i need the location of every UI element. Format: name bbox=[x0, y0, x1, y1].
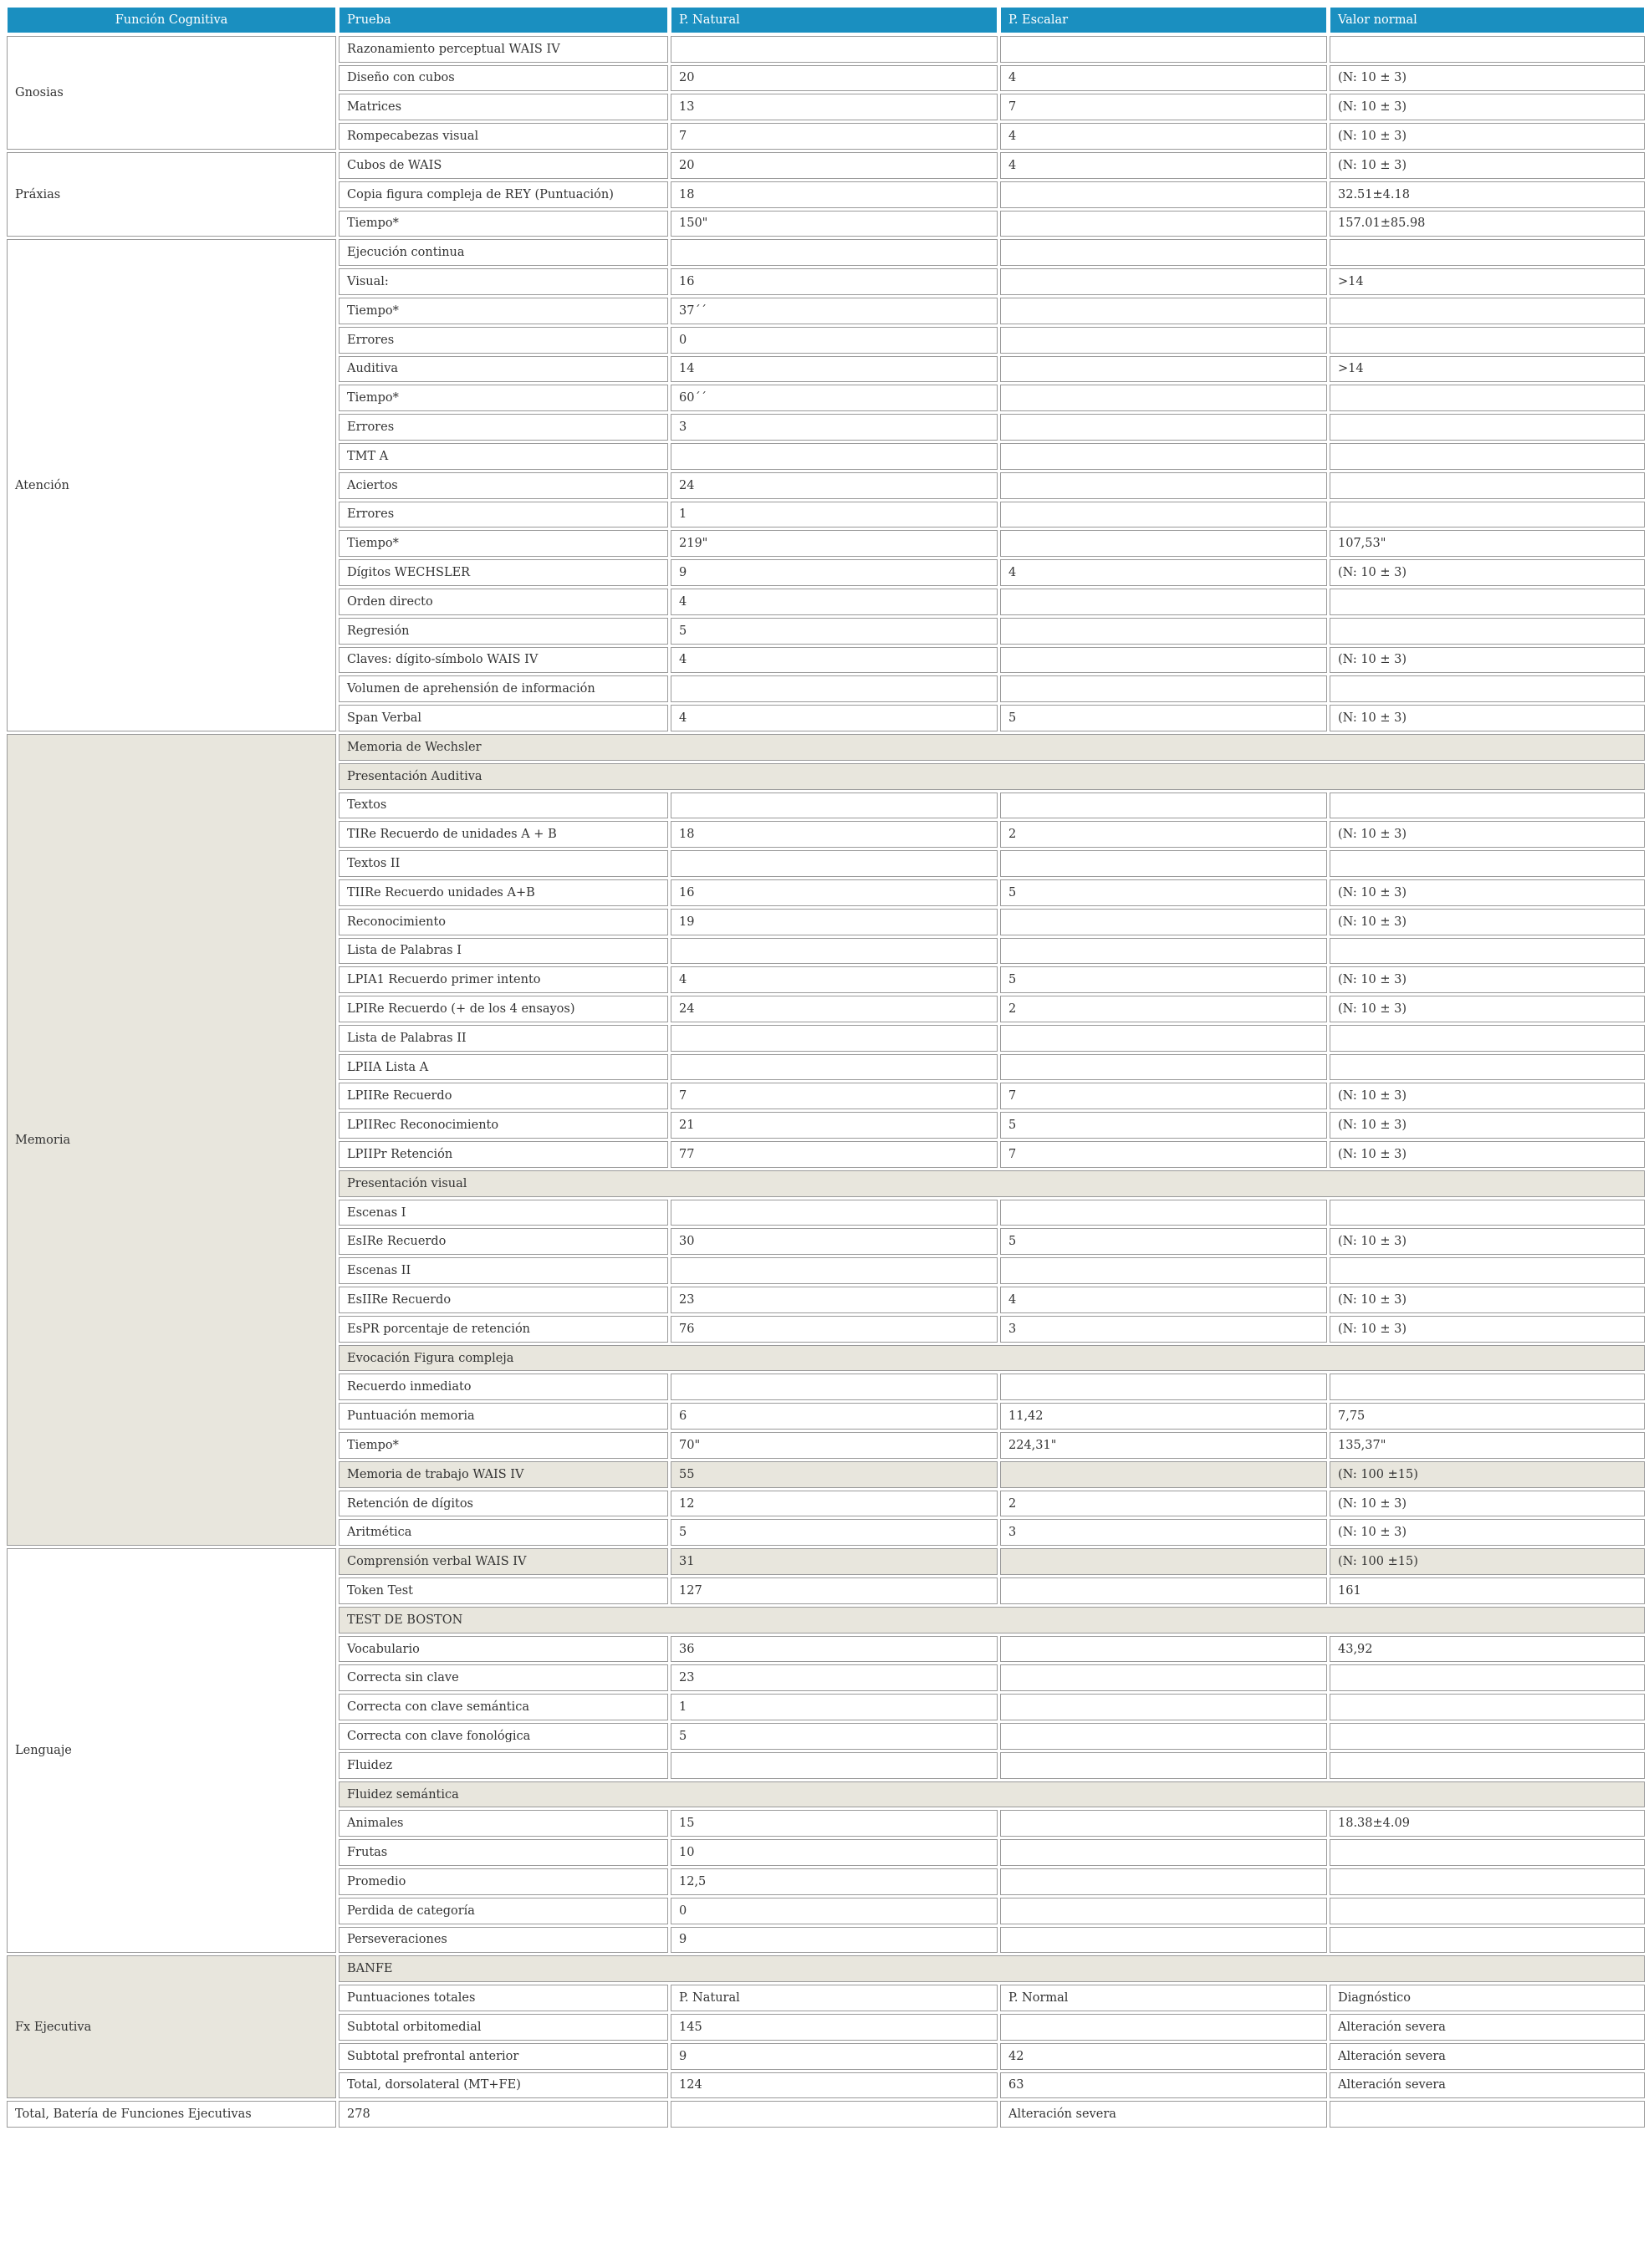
header-p-escalar: P. Escalar bbox=[1000, 7, 1327, 33]
test-name-cell: Tiempo* bbox=[339, 1432, 668, 1459]
total-cell bbox=[1330, 2101, 1645, 2128]
natural-score-cell: 150" bbox=[671, 211, 998, 237]
normal-value-cell: 7,75 bbox=[1330, 1403, 1645, 1430]
natural-score-cell: 21 bbox=[671, 1112, 998, 1139]
section-header-cell: TEST DE BOSTON bbox=[339, 1607, 1645, 1633]
section-header-cell: Fluidez semántica bbox=[339, 1781, 1645, 1808]
scaled-score-cell bbox=[1000, 850, 1327, 877]
total-cell: 278 bbox=[339, 2101, 668, 2128]
scaled-score-cell bbox=[1000, 268, 1327, 295]
scaled-score-cell bbox=[1000, 1664, 1327, 1691]
scaled-score-cell bbox=[1000, 1054, 1327, 1081]
scaled-score-cell bbox=[1000, 472, 1327, 499]
normal-value-cell bbox=[1330, 1752, 1645, 1779]
normal-value-cell bbox=[1330, 36, 1645, 63]
scaled-score-cell: 2 bbox=[1000, 1491, 1327, 1517]
table-row bbox=[7, 239, 1645, 266]
natural-score-cell: 7 bbox=[671, 123, 998, 150]
normal-value-cell bbox=[1330, 1054, 1645, 1081]
scaled-score-cell bbox=[1000, 1025, 1327, 1052]
normal-value-cell: (N: 10 ± 3) bbox=[1330, 1141, 1645, 1168]
natural-score-cell: 70" bbox=[671, 1432, 998, 1459]
test-name-cell: Perseveraciones bbox=[339, 1927, 668, 1954]
test-name-cell: Diseño con cubos bbox=[339, 65, 668, 92]
table-row bbox=[7, 36, 1645, 63]
scaled-score-cell bbox=[1000, 298, 1327, 324]
test-name-cell: Correcta con clave fonológica bbox=[339, 1723, 668, 1750]
scaled-score-cell bbox=[1000, 327, 1327, 354]
normal-value-cell bbox=[1330, 414, 1645, 441]
natural-score-cell: 55 bbox=[671, 1461, 998, 1488]
normal-value-cell bbox=[1330, 589, 1645, 615]
normal-value-cell bbox=[1330, 385, 1645, 411]
normal-value-cell: (N: 10 ± 3) bbox=[1330, 1228, 1645, 1255]
test-name-cell: Claves: dígito-símbolo WAIS IV bbox=[339, 647, 668, 674]
normal-value-cell: (N: 10 ± 3) bbox=[1330, 966, 1645, 993]
natural-score-cell bbox=[671, 1054, 998, 1081]
test-name-cell: LPIIA Lista A bbox=[339, 1054, 668, 1081]
results-table bbox=[4, 4, 1647, 2130]
natural-score-cell: 4 bbox=[671, 705, 998, 731]
total-cell: Alteración severa bbox=[1000, 2101, 1327, 2128]
normal-value-cell: 107,53" bbox=[1330, 530, 1645, 557]
cognitive-function-cell: Gnosias bbox=[7, 36, 336, 150]
test-name-cell: Subtotal orbitomedial bbox=[339, 2014, 668, 2041]
scaled-score-cell bbox=[1000, 1839, 1327, 1866]
scaled-score-cell bbox=[1000, 675, 1327, 702]
normal-value-cell: (N: 10 ± 3) bbox=[1330, 559, 1645, 586]
natural-score-cell: 76 bbox=[671, 1316, 998, 1343]
scaled-score-cell bbox=[1000, 530, 1327, 557]
test-name-cell: LPIA1 Recuerdo primer intento bbox=[339, 966, 668, 993]
normal-value-cell bbox=[1330, 1374, 1645, 1400]
scaled-score-cell bbox=[1000, 385, 1327, 411]
natural-score-cell: 0 bbox=[671, 1898, 998, 1924]
normal-value-cell bbox=[1330, 1839, 1645, 1866]
natural-score-cell: 9 bbox=[671, 2043, 998, 2070]
section-header-cell: Evocación Figura compleja bbox=[339, 1345, 1645, 1372]
scaled-score-cell bbox=[1000, 1548, 1327, 1575]
natural-score-cell: 12,5 bbox=[671, 1868, 998, 1895]
natural-score-cell bbox=[671, 850, 998, 877]
scaled-score-cell bbox=[1000, 239, 1327, 266]
test-name-cell: Ejecución continua bbox=[339, 239, 668, 266]
normal-value-cell: (N: 10 ± 3) bbox=[1330, 1519, 1645, 1546]
natural-score-cell bbox=[671, 1257, 998, 1284]
test-name-cell: Errores bbox=[339, 414, 668, 441]
test-name-cell: Perdida de categoría bbox=[339, 1898, 668, 1924]
table-row bbox=[7, 1955, 1645, 1982]
test-name-cell: Fluidez bbox=[339, 1752, 668, 1779]
test-name-cell: Correcta sin clave bbox=[339, 1664, 668, 1691]
natural-score-cell: 145 bbox=[671, 2014, 998, 2041]
scaled-score-cell bbox=[1000, 1868, 1327, 1895]
natural-score-cell bbox=[671, 36, 998, 63]
natural-score-cell: 23 bbox=[671, 1664, 998, 1691]
section-header-cell: Memoria de Wechsler bbox=[339, 734, 1645, 761]
section-header-cell: BANFE bbox=[339, 1955, 1645, 1982]
scaled-score-cell: 5 bbox=[1000, 705, 1327, 731]
natural-score-cell: 18 bbox=[671, 181, 998, 208]
test-name-cell: Matrices bbox=[339, 94, 668, 120]
test-name-cell: Orden directo bbox=[339, 589, 668, 615]
test-name-cell: Puntuaciones totales bbox=[339, 1985, 668, 2011]
scaled-score-cell bbox=[1000, 181, 1327, 208]
normal-value-cell bbox=[1330, 850, 1645, 877]
scaled-score-cell: 4 bbox=[1000, 123, 1327, 150]
table-row bbox=[7, 734, 1645, 761]
total-row bbox=[7, 2101, 1645, 2128]
test-name-cell: Span Verbal bbox=[339, 705, 668, 731]
normal-value-cell: (N: 100 ±15) bbox=[1330, 1461, 1645, 1488]
test-name-cell: EsIIRe Recuerdo bbox=[339, 1287, 668, 1313]
test-name-cell: Razonamiento perceptual WAIS IV bbox=[339, 36, 668, 63]
normal-value-cell bbox=[1330, 1257, 1645, 1284]
scaled-score-cell bbox=[1000, 938, 1327, 965]
normal-value-cell: 18.38±4.09 bbox=[1330, 1810, 1645, 1837]
normal-value-cell bbox=[1330, 1723, 1645, 1750]
natural-score-cell: 16 bbox=[671, 268, 998, 295]
test-name-cell: Comprensión verbal WAIS IV bbox=[339, 1548, 668, 1575]
normal-value-cell: (N: 10 ± 3) bbox=[1330, 94, 1645, 120]
normal-value-cell bbox=[1330, 1927, 1645, 1954]
normal-value-cell bbox=[1330, 1200, 1645, 1226]
section-header-cell: Presentación visual bbox=[339, 1170, 1645, 1197]
normal-value-cell: Alteración severa bbox=[1330, 2043, 1645, 2070]
normal-value-cell: (N: 10 ± 3) bbox=[1330, 1083, 1645, 1109]
normal-value-cell: Alteración severa bbox=[1330, 2014, 1645, 2041]
natural-score-cell: 16 bbox=[671, 879, 998, 906]
test-name-cell: Correcta con clave semántica bbox=[339, 1694, 668, 1720]
table-row bbox=[7, 1548, 1645, 1575]
test-name-cell: Tiempo* bbox=[339, 298, 668, 324]
test-name-cell: Errores bbox=[339, 327, 668, 354]
scaled-score-cell bbox=[1000, 793, 1327, 819]
scaled-score-cell: 4 bbox=[1000, 65, 1327, 92]
test-name-cell: LPIIRec Reconocimiento bbox=[339, 1112, 668, 1139]
scaled-score-cell bbox=[1000, 1636, 1327, 1663]
scaled-score-cell bbox=[1000, 589, 1327, 615]
cognitive-function-cell: Memoria bbox=[7, 734, 336, 1546]
normal-value-cell bbox=[1330, 618, 1645, 645]
test-name-cell: Total, dorsolateral (MT+FE) bbox=[339, 2072, 668, 2099]
test-name-cell: Auditiva bbox=[339, 356, 668, 383]
scaled-score-cell: 4 bbox=[1000, 559, 1327, 586]
header-funcion-cognitiva: Función Cognitiva bbox=[7, 7, 336, 33]
natural-score-cell: P. Natural bbox=[671, 1985, 998, 2011]
test-name-cell: TIIRe Recuerdo unidades A+B bbox=[339, 879, 668, 906]
test-name-cell: EsPR porcentaje de retención bbox=[339, 1316, 668, 1343]
test-name-cell: Retención de dígitos bbox=[339, 1491, 668, 1517]
natural-score-cell: 18 bbox=[671, 821, 998, 848]
test-name-cell: Lista de Palabras I bbox=[339, 938, 668, 965]
scaled-score-cell: 5 bbox=[1000, 1228, 1327, 1255]
scaled-score-cell: P. Normal bbox=[1000, 1985, 1327, 2011]
test-name-cell: Copia figura compleja de REY (Puntuación) bbox=[339, 181, 668, 208]
test-name-cell: LPIIRe Recuerdo bbox=[339, 1083, 668, 1109]
scaled-score-cell: 7 bbox=[1000, 94, 1327, 120]
natural-score-cell: 9 bbox=[671, 559, 998, 586]
scaled-score-cell: 4 bbox=[1000, 152, 1327, 179]
test-name-cell: Regresión bbox=[339, 618, 668, 645]
test-name-cell: Promedio bbox=[339, 1868, 668, 1895]
natural-score-cell: 15 bbox=[671, 1810, 998, 1837]
table-body bbox=[7, 36, 1645, 2128]
natural-score-cell bbox=[671, 1374, 998, 1400]
scaled-score-cell bbox=[1000, 502, 1327, 528]
scaled-score-cell bbox=[1000, 36, 1327, 63]
normal-value-cell bbox=[1330, 239, 1645, 266]
scaled-score-cell bbox=[1000, 1374, 1327, 1400]
scaled-score-cell bbox=[1000, 356, 1327, 383]
natural-score-cell: 7 bbox=[671, 1083, 998, 1109]
natural-score-cell: 4 bbox=[671, 589, 998, 615]
natural-score-cell: 24 bbox=[671, 472, 998, 499]
test-name-cell: Cubos de WAIS bbox=[339, 152, 668, 179]
test-name-cell: EsIRe Recuerdo bbox=[339, 1228, 668, 1255]
normal-value-cell: 32.51±4.18 bbox=[1330, 181, 1645, 208]
scaled-score-cell: 2 bbox=[1000, 996, 1327, 1022]
normal-value-cell: (N: 10 ± 3) bbox=[1330, 1491, 1645, 1517]
scaled-score-cell bbox=[1000, 1200, 1327, 1226]
header-prueba: Prueba bbox=[339, 7, 668, 33]
natural-score-cell: 5 bbox=[671, 1519, 998, 1546]
natural-score-cell: 14 bbox=[671, 356, 998, 383]
scaled-score-cell bbox=[1000, 1257, 1327, 1284]
scaled-score-cell: 3 bbox=[1000, 1316, 1327, 1343]
scaled-score-cell bbox=[1000, 1927, 1327, 1954]
normal-value-cell bbox=[1330, 472, 1645, 499]
natural-score-cell: 4 bbox=[671, 647, 998, 674]
natural-score-cell: 20 bbox=[671, 65, 998, 92]
scaled-score-cell: 11,42 bbox=[1000, 1403, 1327, 1430]
normal-value-cell bbox=[1330, 502, 1645, 528]
natural-score-cell: 6 bbox=[671, 1403, 998, 1430]
scaled-score-cell bbox=[1000, 443, 1327, 470]
normal-value-cell: 43,92 bbox=[1330, 1636, 1645, 1663]
natural-score-cell bbox=[671, 675, 998, 702]
test-name-cell: LPIIPr Retención bbox=[339, 1141, 668, 1168]
test-name-cell: Rompecabezas visual bbox=[339, 123, 668, 150]
test-name-cell: Animales bbox=[339, 1810, 668, 1837]
normal-value-cell: (N: 10 ± 3) bbox=[1330, 996, 1645, 1022]
normal-value-cell bbox=[1330, 443, 1645, 470]
test-name-cell: TIRe Recuerdo de unidades A + B bbox=[339, 821, 668, 848]
scaled-score-cell: 5 bbox=[1000, 879, 1327, 906]
natural-score-cell: 10 bbox=[671, 1839, 998, 1866]
natural-score-cell: 3 bbox=[671, 414, 998, 441]
natural-score-cell bbox=[671, 1200, 998, 1226]
scaled-score-cell: 224,31" bbox=[1000, 1432, 1327, 1459]
natural-score-cell: 4 bbox=[671, 966, 998, 993]
natural-score-cell: 77 bbox=[671, 1141, 998, 1168]
scaled-score-cell bbox=[1000, 414, 1327, 441]
natural-score-cell: 5 bbox=[671, 1723, 998, 1750]
normal-value-cell bbox=[1330, 327, 1645, 354]
natural-score-cell: 12 bbox=[671, 1491, 998, 1517]
header-row bbox=[7, 7, 1645, 33]
normal-value-cell: 161 bbox=[1330, 1577, 1645, 1604]
normal-value-cell: (N: 10 ± 3) bbox=[1330, 65, 1645, 92]
header-p-natural: P. Natural bbox=[671, 7, 998, 33]
natural-score-cell bbox=[671, 793, 998, 819]
natural-score-cell: 60´´ bbox=[671, 385, 998, 411]
test-name-cell: Reconocimiento bbox=[339, 909, 668, 935]
natural-score-cell bbox=[671, 1025, 998, 1052]
scaled-score-cell bbox=[1000, 909, 1327, 935]
scaled-score-cell bbox=[1000, 647, 1327, 674]
natural-score-cell: 219" bbox=[671, 530, 998, 557]
normal-value-cell: (N: 10 ± 3) bbox=[1330, 152, 1645, 179]
normal-value-cell bbox=[1330, 298, 1645, 324]
test-name-cell: Tiempo* bbox=[339, 211, 668, 237]
normal-value-cell: (N: 10 ± 3) bbox=[1330, 879, 1645, 906]
scaled-score-cell bbox=[1000, 1723, 1327, 1750]
test-name-cell: Dígitos WECHSLER bbox=[339, 559, 668, 586]
natural-score-cell: 24 bbox=[671, 996, 998, 1022]
section-header-cell: Presentación Auditiva bbox=[339, 763, 1645, 790]
normal-value-cell bbox=[1330, 675, 1645, 702]
scaled-score-cell: 3 bbox=[1000, 1519, 1327, 1546]
natural-score-cell: 5 bbox=[671, 618, 998, 645]
scaled-score-cell bbox=[1000, 1461, 1327, 1488]
natural-score-cell: 36 bbox=[671, 1636, 998, 1663]
test-name-cell: TMT A bbox=[339, 443, 668, 470]
normal-value-cell bbox=[1330, 1868, 1645, 1895]
test-name-cell: Errores bbox=[339, 502, 668, 528]
normal-value-cell: (N: 10 ± 3) bbox=[1330, 123, 1645, 150]
normal-value-cell: (N: 10 ± 3) bbox=[1330, 647, 1645, 674]
normal-value-cell: (N: 10 ± 3) bbox=[1330, 705, 1645, 731]
total-cell bbox=[671, 2101, 998, 2128]
scaled-score-cell: 4 bbox=[1000, 1287, 1327, 1313]
normal-value-cell: 135,37" bbox=[1330, 1432, 1645, 1459]
test-name-cell: Volumen de aprehensión de información bbox=[339, 675, 668, 702]
test-name-cell: Escenas I bbox=[339, 1200, 668, 1226]
scaled-score-cell: 42 bbox=[1000, 2043, 1327, 2070]
natural-score-cell: 31 bbox=[671, 1548, 998, 1575]
natural-score-cell: 9 bbox=[671, 1927, 998, 1954]
normal-value-cell: (N: 10 ± 3) bbox=[1330, 821, 1645, 848]
test-name-cell: Visual: bbox=[339, 268, 668, 295]
test-name-cell: Subtotal prefrontal anterior bbox=[339, 2043, 668, 2070]
scaled-score-cell bbox=[1000, 2014, 1327, 2041]
normal-value-cell bbox=[1330, 1694, 1645, 1720]
test-name-cell: Tiempo* bbox=[339, 385, 668, 411]
natural-score-cell bbox=[671, 1752, 998, 1779]
cognitive-function-cell: Lenguaje bbox=[7, 1548, 336, 1953]
natural-score-cell: 19 bbox=[671, 909, 998, 935]
scaled-score-cell: 7 bbox=[1000, 1083, 1327, 1109]
scaled-score-cell: 5 bbox=[1000, 1112, 1327, 1139]
scaled-score-cell: 7 bbox=[1000, 1141, 1327, 1168]
scaled-score-cell bbox=[1000, 1577, 1327, 1604]
test-name-cell: Puntuación memoria bbox=[339, 1403, 668, 1430]
natural-score-cell bbox=[671, 239, 998, 266]
scaled-score-cell bbox=[1000, 1898, 1327, 1924]
natural-score-cell: 23 bbox=[671, 1287, 998, 1313]
scaled-score-cell: 5 bbox=[1000, 966, 1327, 993]
cognitive-function-cell: Atención bbox=[7, 239, 336, 731]
normal-value-cell: 157.01±85.98 bbox=[1330, 211, 1645, 237]
header-valor-normal: Valor normal bbox=[1330, 7, 1645, 33]
scaled-score-cell: 63 bbox=[1000, 2072, 1327, 2099]
cognitive-function-cell: Práxias bbox=[7, 152, 336, 237]
natural-score-cell: 37´´ bbox=[671, 298, 998, 324]
test-name-cell: Tiempo* bbox=[339, 530, 668, 557]
table-row bbox=[7, 152, 1645, 179]
normal-value-cell: >14 bbox=[1330, 356, 1645, 383]
normal-value-cell: Diagnóstico bbox=[1330, 1985, 1645, 2011]
test-name-cell: Recuerdo inmediato bbox=[339, 1374, 668, 1400]
natural-score-cell: 30 bbox=[671, 1228, 998, 1255]
normal-value-cell: >14 bbox=[1330, 268, 1645, 295]
normal-value-cell: (N: 10 ± 3) bbox=[1330, 1112, 1645, 1139]
test-name-cell: Aciertos bbox=[339, 472, 668, 499]
natural-score-cell: 124 bbox=[671, 2072, 998, 2099]
test-name-cell: Textos bbox=[339, 793, 668, 819]
normal-value-cell: Alteración severa bbox=[1330, 2072, 1645, 2099]
natural-score-cell: 0 bbox=[671, 327, 998, 354]
normal-value-cell: (N: 10 ± 3) bbox=[1330, 909, 1645, 935]
scaled-score-cell bbox=[1000, 618, 1327, 645]
natural-score-cell: 127 bbox=[671, 1577, 998, 1604]
scaled-score-cell: 2 bbox=[1000, 821, 1327, 848]
natural-score-cell bbox=[671, 938, 998, 965]
natural-score-cell bbox=[671, 443, 998, 470]
normal-value-cell: (N: 10 ± 3) bbox=[1330, 1287, 1645, 1313]
test-name-cell: Memoria de trabajo WAIS IV bbox=[339, 1461, 668, 1488]
normal-value-cell bbox=[1330, 1898, 1645, 1924]
normal-value-cell bbox=[1330, 938, 1645, 965]
natural-score-cell: 20 bbox=[671, 152, 998, 179]
normal-value-cell: (N: 100 ±15) bbox=[1330, 1548, 1645, 1575]
natural-score-cell: 1 bbox=[671, 502, 998, 528]
normal-value-cell bbox=[1330, 1025, 1645, 1052]
scaled-score-cell bbox=[1000, 1694, 1327, 1720]
test-name-cell: Lista de Palabras II bbox=[339, 1025, 668, 1052]
natural-score-cell: 1 bbox=[671, 1694, 998, 1720]
test-name-cell: LPIRe Recuerdo (+ de los 4 ensayos) bbox=[339, 996, 668, 1022]
normal-value-cell: (N: 10 ± 3) bbox=[1330, 1316, 1645, 1343]
scaled-score-cell bbox=[1000, 211, 1327, 237]
test-name-cell: Escenas II bbox=[339, 1257, 668, 1284]
natural-score-cell: 13 bbox=[671, 94, 998, 120]
total-cell: Total, Batería de Funciones Ejecutivas bbox=[7, 2101, 336, 2128]
test-name-cell: Aritmética bbox=[339, 1519, 668, 1546]
cognitive-function-cell: Fx Ejecutiva bbox=[7, 1955, 336, 2098]
test-name-cell: Textos II bbox=[339, 850, 668, 877]
normal-value-cell bbox=[1330, 793, 1645, 819]
scaled-score-cell bbox=[1000, 1810, 1327, 1837]
scaled-score-cell bbox=[1000, 1752, 1327, 1779]
normal-value-cell bbox=[1330, 1664, 1645, 1691]
test-name-cell: Frutas bbox=[339, 1839, 668, 1866]
test-name-cell: Token Test bbox=[339, 1577, 668, 1604]
test-name-cell: Vocabulario bbox=[339, 1636, 668, 1663]
